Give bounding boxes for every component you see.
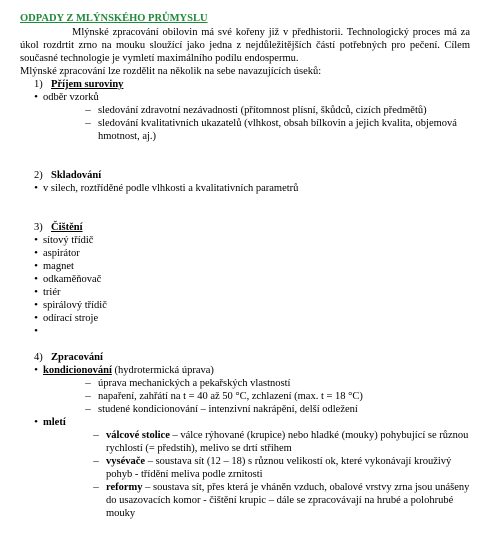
- list-item: • odírací stroje: [20, 312, 470, 325]
- bullet-icon: •: [34, 299, 38, 311]
- list-item: • kondicionování (hydrotermická úprava): [20, 364, 470, 377]
- section-number: 3): [34, 222, 43, 233]
- section-3: [20, 221, 470, 338]
- list-item: – napaření, zahřátí na t = 40 až 50 °C, zchlazení (max. t = 18 °C): [20, 390, 470, 403]
- section-4: [20, 351, 470, 520]
- dash-icon: –: [93, 481, 99, 493]
- bullet-icon: •: [34, 325, 38, 337]
- section-number: 4): [34, 352, 43, 363]
- list-item: – vysévače – soustava sít (12 – 18) s různou velikostí ok, které vykonávají krouživý pohyb - třídění meliva podle zrnitosti: [20, 455, 470, 481]
- bullet-icon: •: [34, 182, 38, 194]
- intro-paragraph: Mlýnské zpracování obilovin má své kořeny již v předhistorii. Technologický proces má za úkol rozdrtit zrno na mouku sloužící jako jedna z nejdůležitějších částí potřebných pro pečení. Cílem současné technologie je vymletí maximálního podílu endospermu.: [20, 27, 470, 64]
- section-2: [20, 169, 470, 195]
- list-item: • triér: [20, 286, 470, 299]
- list-item: – reformy – soustava sít, přes která je vháněn vzduch, obalové vrstvy zrna jsou unášeny do usazovacích komor - čištění krupic – dále se zpracovávají na hrubé a polohrubé mouky: [20, 481, 470, 520]
- bullet-icon: •: [34, 273, 38, 285]
- bullet-icon: •: [34, 286, 38, 298]
- list-item: – válcové stolice – válce rýhované (krupice) nebo hladké (mouky) pohybující se různou rychlostí (= předstih), melivo se drtí střihem: [20, 429, 470, 455]
- list-item: – studené kondicionování – intenzivní nakrápění, delší odležení: [20, 403, 470, 416]
- lead-paragraph: Mlýnské zpracování lze rozdělit na několik na sebe navazujících úseků:: [20, 66, 322, 77]
- list-item: • v silech, roztříděné podle vlhkosti a kvalitativních parametrů: [20, 182, 470, 195]
- list-item: • aspirátor: [20, 247, 470, 260]
- section-1: [20, 78, 470, 143]
- dash-icon: –: [85, 390, 91, 402]
- dash-icon: –: [85, 377, 91, 389]
- list-item: • odběr vzorků: [20, 91, 470, 104]
- section-title: Skladování: [51, 170, 102, 181]
- list-item: – sledování zdravotní nezávadnosti (přítomnost plísní, škůdců, cizích předmětů): [20, 104, 470, 117]
- dash-icon: –: [93, 455, 99, 467]
- section-title: Zpracování: [51, 352, 103, 363]
- list-item: • magnet: [20, 260, 470, 273]
- bullet-icon: •: [34, 247, 38, 259]
- list-item: – úprava mechanických a pekařských vlastností: [20, 377, 470, 390]
- bullet-icon: •: [34, 312, 38, 324]
- document-title: ODPADY Z MLÝNSKÉHO PRŮMYSLU: [20, 13, 208, 24]
- bullet-icon: •: [34, 416, 38, 428]
- bullet-icon: •: [34, 260, 38, 272]
- dash-icon: –: [93, 429, 99, 441]
- list-item: • mletí: [20, 416, 470, 429]
- section-title: Čištění: [51, 222, 83, 233]
- bullet-icon: •: [34, 234, 38, 246]
- list-item: – sledování kvalitativních ukazatelů (vlhkost, obsah bílkovin a jejich kvalita, objemová hmotnost, aj.): [20, 117, 470, 143]
- section-title: Příjem suroviny: [51, 79, 124, 90]
- section-number: 1): [34, 79, 43, 90]
- dash-icon: –: [85, 104, 91, 116]
- dash-icon: –: [85, 403, 91, 415]
- section-number: 2): [34, 170, 43, 181]
- list-item: [20, 325, 470, 338]
- bullet-icon: •: [34, 91, 38, 103]
- list-item: • odkaměňovač: [20, 273, 470, 286]
- bullet-icon: •: [34, 364, 38, 376]
- list-item: • spirálový třídič: [20, 299, 470, 312]
- list-item: • sítový třídič: [20, 234, 470, 247]
- dash-icon: –: [85, 117, 91, 129]
